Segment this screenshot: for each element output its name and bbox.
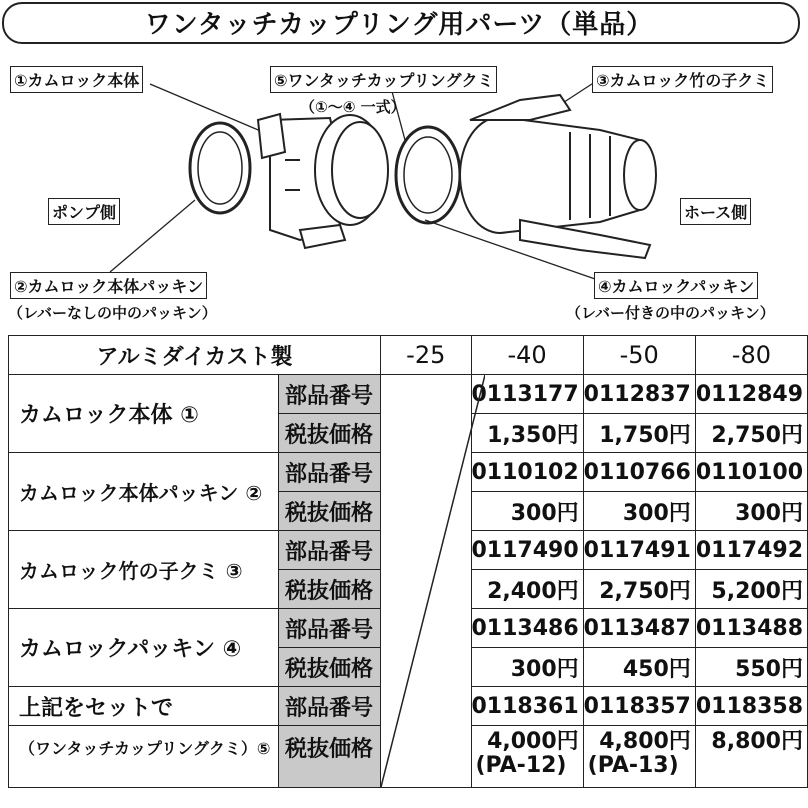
item-name: カムロック本体 ① [9,375,279,453]
hose-tail-shape [460,95,656,258]
part-number: 0113487 [583,609,695,648]
item-name: カムロック竹の子クミ ③ [9,531,279,609]
part-number: 0110766 [583,453,695,492]
size-header: -40 [471,336,583,375]
part-number: 0118357 [583,687,695,726]
price: 300円 [695,492,807,531]
packing-2-shape [190,123,250,213]
part-number: 0117490 [471,531,583,570]
callout-packing-note: （レバー付きの中のパッキン） [566,304,775,322]
item-name-sub: （ワンタッチカップリングクミ）⑤ [9,726,279,788]
part-number: 0113486 [471,609,583,648]
field-label: 部品番号 [278,375,380,414]
part-number: 0113177 [471,375,583,414]
callout-camlock-body: ①カムロック本体 [10,66,143,93]
field-label: 部品番号 [278,453,380,492]
part-number: 0110102 [471,453,583,492]
parts-table [8,335,808,788]
field-label: 税抜価格 [278,570,380,609]
price: 1,750円 [583,414,695,453]
material-header: アルミダイカスト製 [9,336,381,375]
field-label: 税抜価格 [278,414,380,453]
size-header: -80 [695,336,807,375]
part-number: 0117492 [695,531,807,570]
field-label: 部品番号 [278,531,380,570]
item-name: カムロックパッキン ④ [9,609,279,687]
callout-pump-side: ポンプ側 [48,198,120,225]
size-25-blank [381,375,471,788]
callout-packing: ④カムロックパッキン [594,272,758,299]
callout-hose-tail: ③カムロック竹の子クミ [592,66,773,93]
callout-coupling-set: ⑤ワンタッチカップリングクミ [270,66,497,93]
callout-body-packing-note: （レバーなしの中のパッキン） [8,304,217,322]
table-header-row [9,336,808,375]
part-number: 0117491 [583,531,695,570]
field-label: 税抜価格 [278,492,380,531]
price: 300円 [583,492,695,531]
part-number: 0110100 [695,453,807,492]
price: 2,750円 [583,570,695,609]
price: 8,800円 [711,729,803,754]
callout-body-packing: ②カムロック本体パッキン [10,272,207,299]
price: 4,000円 [487,729,579,754]
price: 2,400円 [471,570,583,609]
price: 450円 [583,648,695,687]
part-number: 0118358 [695,687,807,726]
item-name: カムロック本体パッキン ② [9,453,279,531]
price-note: (PA-12) [475,753,567,778]
price: 300円 [471,492,583,531]
field-label: 税抜価格 [278,726,380,788]
packing-4-shape [396,127,460,223]
field-label: 部品番号 [278,609,380,648]
price: 300円 [471,648,583,687]
price: 1,350円 [471,414,583,453]
part-number: 0113488 [695,609,807,648]
table-row [9,375,808,414]
part-number: 0118361 [471,687,583,726]
part-number: 0112849 [695,375,807,414]
price: 4,800円 [599,729,691,754]
part-number: 0112837 [583,375,695,414]
callout-coupling-set-note: （①～④ 一式） [300,98,406,116]
camlock-body-shape [258,114,388,248]
page-title: ワンタッチカップリング用パーツ（単品） [144,10,654,40]
field-label: 税抜価格 [278,648,380,687]
item-name: 上記をセットで [9,687,279,726]
size-header: -25 [381,336,471,375]
size-header: -50 [583,336,695,375]
price: 5,200円 [695,570,807,609]
price: 550円 [695,648,807,687]
callout-hose-side: ホース側 [680,198,751,225]
price-note: (PA-13) [587,753,679,778]
field-label: 部品番号 [278,687,380,726]
diagonal-strike [381,375,485,787]
price: 2,750円 [695,414,807,453]
